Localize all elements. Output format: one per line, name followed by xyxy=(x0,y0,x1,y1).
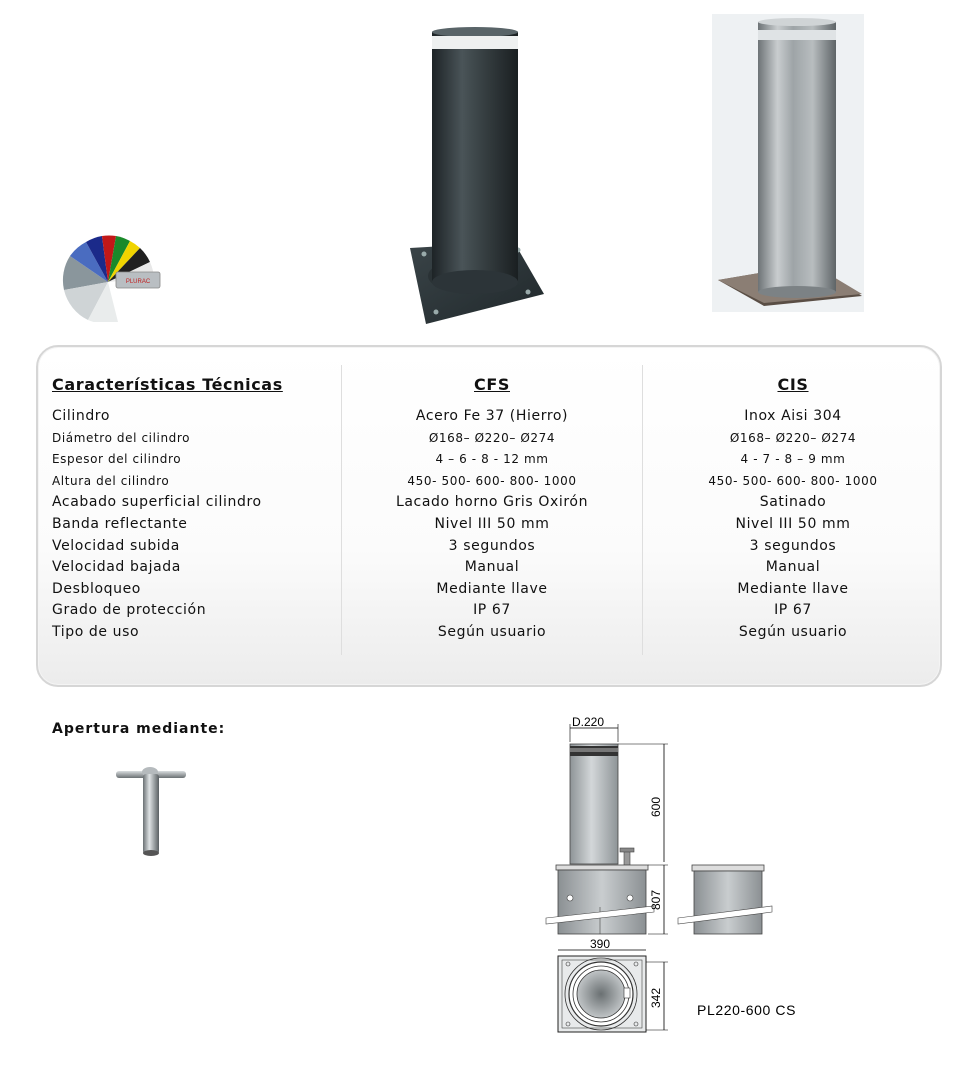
spec-cis-value-1: Ø168– Ø220– Ø274 xyxy=(729,430,857,445)
spec-label-8: Desbloqueo xyxy=(52,580,141,597)
spec-cis-value-7: Manual xyxy=(765,559,821,576)
color-fan-image xyxy=(60,222,166,322)
spec-label-4: Acabado superficial cilindro xyxy=(52,494,262,511)
spec-cfs-value-6: 3 segundos xyxy=(448,537,536,554)
spec-labels-column xyxy=(52,365,342,644)
spec-label-2: Espesor del cilindro xyxy=(52,452,182,467)
spec-cis-value-6: 3 segundos xyxy=(749,537,837,554)
color-fan-badge: PLURAC xyxy=(125,279,151,285)
apertura-heading: Apertura mediante: xyxy=(52,721,226,737)
drawing-model-label: PL220-600 CS xyxy=(697,1002,797,1018)
key-image xyxy=(112,762,192,858)
spec-cfs-value-4: Lacado horno Gris Oxirón xyxy=(395,494,589,511)
drawing-depth-label: 342 xyxy=(649,987,663,1008)
spec-cfs-value-10: Según usuario xyxy=(437,623,547,640)
spec-label-1: Diámetro del cilindro xyxy=(52,430,191,445)
spec-cfs-value-7: Manual xyxy=(464,559,520,576)
bollard-cfs-image xyxy=(408,22,548,328)
bollard-cis-image xyxy=(712,14,864,312)
spec-cfs-value-0: Acero Fe 37 (Hierro) xyxy=(415,408,569,424)
spec-cis-value-2: 4 - 7 - 8 – 9 mm xyxy=(740,452,846,467)
technical-drawing xyxy=(540,712,830,1038)
spec-cis-value-3: 450- 500- 600- 800- 1000 xyxy=(708,473,878,488)
spec-label-7: Velocidad bajada xyxy=(52,559,181,576)
spec-panel xyxy=(36,345,942,687)
spec-header-cfs: CFS xyxy=(474,375,510,394)
spec-label-5: Banda reflectante xyxy=(52,515,188,532)
spec-label-0: Cilindro xyxy=(52,408,111,424)
spec-cfs-value-2: 4 – 6 - 8 - 12 mm xyxy=(435,452,549,467)
spec-cis-value-0: Inox Aisi 304 xyxy=(744,408,842,424)
spec-cis-column xyxy=(642,365,943,655)
spec-cis-value-8: Mediante llave xyxy=(737,580,849,597)
spec-cfs-column xyxy=(341,365,642,655)
spec-label-9: Grado de protección xyxy=(52,602,207,619)
spec-header-title: Características Técnicas xyxy=(52,375,283,394)
spec-cfs-value-3: 450- 500- 600- 800- 1000 xyxy=(407,473,577,488)
drawing-height-label: 600 xyxy=(649,796,663,817)
spec-label-3: Altura del cilindro xyxy=(52,473,170,488)
spec-cis-value-9: IP 67 xyxy=(774,602,812,619)
spec-cfs-value-8: Mediante llave xyxy=(436,580,548,597)
spec-cfs-value-1: Ø168– Ø220– Ø274 xyxy=(428,430,556,445)
drawing-width-label: 390 xyxy=(590,937,611,951)
drawing-diameter-label: D.220 xyxy=(572,715,605,729)
spec-cis-value-4: Satinado xyxy=(759,494,827,511)
spec-header-cis: CIS xyxy=(777,375,809,394)
spec-cis-value-5: Nivel III 50 mm xyxy=(735,515,851,532)
spec-cfs-value-9: IP 67 xyxy=(473,602,511,619)
spec-label-6: Velocidad subida xyxy=(52,537,180,554)
drawing-base-height-label: 807 xyxy=(649,889,663,910)
spec-cis-value-10: Según usuario xyxy=(738,623,848,640)
spec-cfs-value-5: Nivel III 50 mm xyxy=(434,515,550,532)
spec-label-10: Tipo de uso xyxy=(52,623,140,640)
